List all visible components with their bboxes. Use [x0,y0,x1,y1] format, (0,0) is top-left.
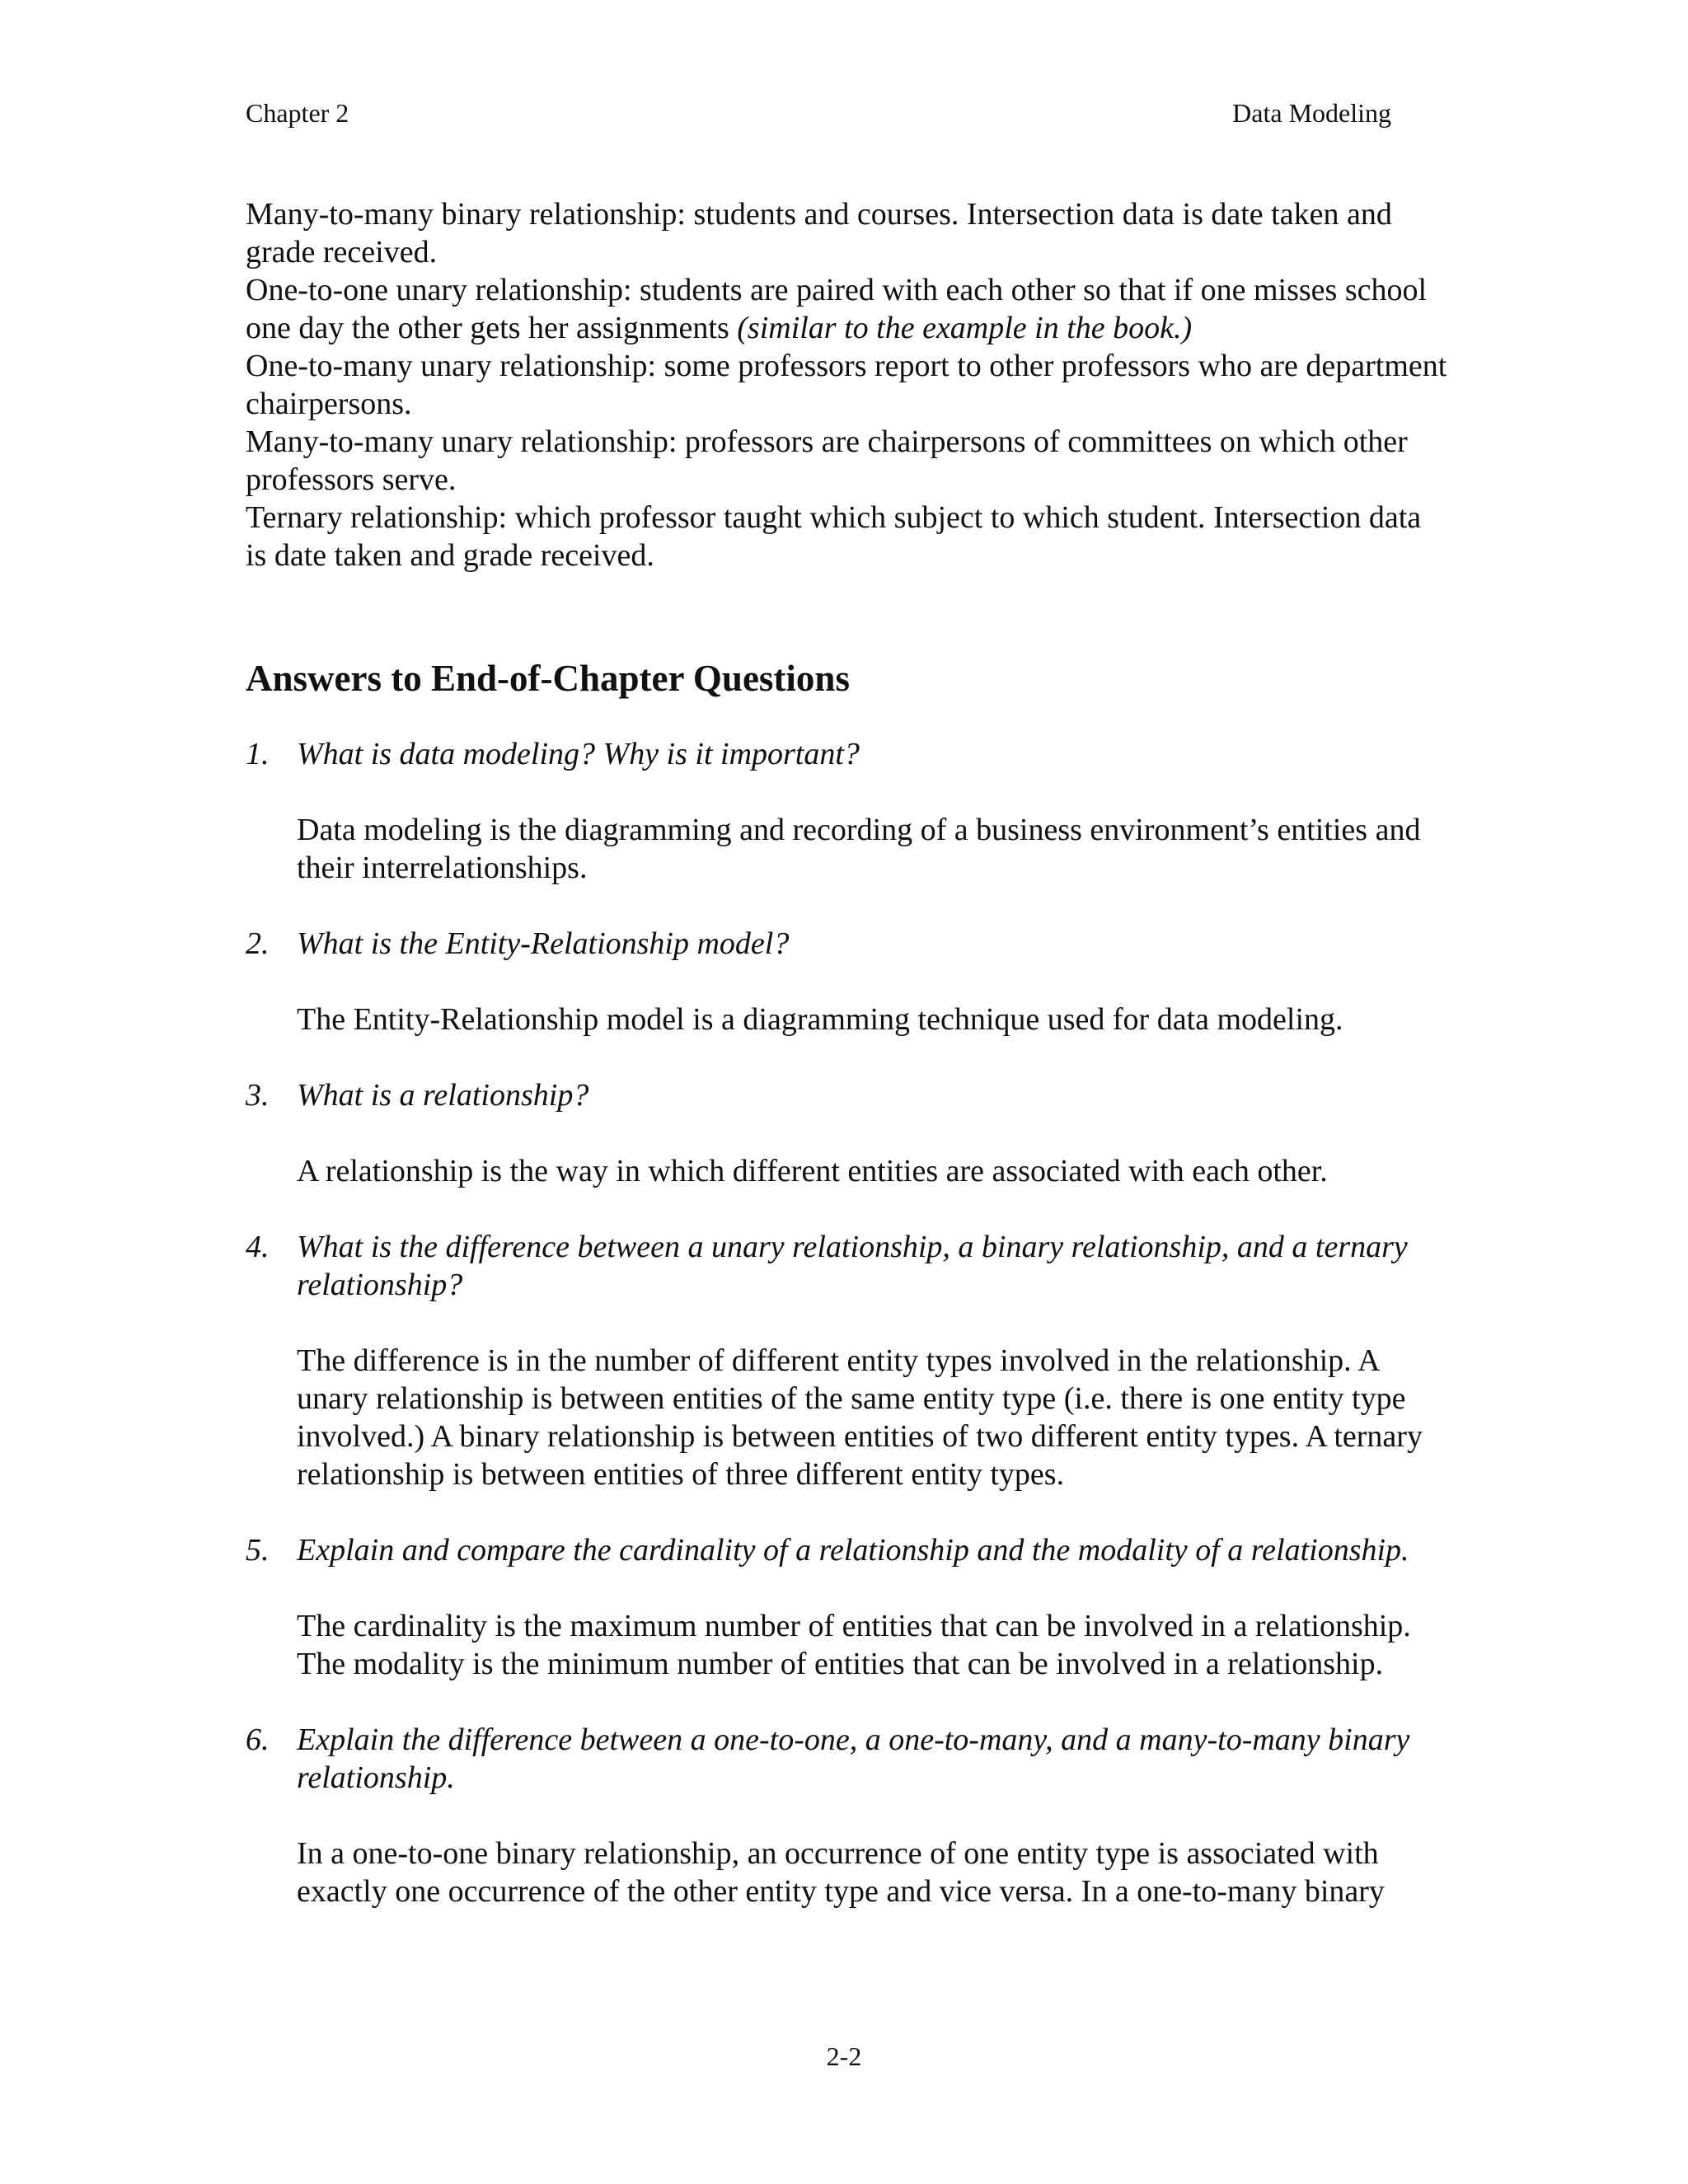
question-number: 1. [246,737,270,771]
question-item [246,1531,1449,1683]
intro-line: One-to-many unary relationship: some professors report to other professors who are department chairpersons. [246,349,1447,421]
section-heading: Answers to End-of-Chapter Questions [246,658,850,699]
question-number: 3. [246,1078,270,1113]
intro-line: Ternary relationship: which professor taught which subject to which student. Intersection data is date taken and grade received. [246,500,1422,573]
question-text: Explain the difference between a one-to-one, a one-to-many, and a many-to-many binary relationship. [297,1722,1410,1795]
question-text: What is the difference between a unary relationship, a binary relationship, and a ternary relationship? [297,1230,1408,1302]
question-item [246,735,1449,887]
answer-text: Data modeling is the diagramming and recording of a business environment’s entities and their interrelationships. [297,813,1421,885]
chapter-label: Chapter 2 [246,98,349,128]
intro-paragraphs [246,195,1449,574]
question-item [246,1721,1449,1910]
question-item [246,925,1449,1038]
answer-text: The cardinality is the maximum number of entities that can be involved in a relationship. The modality is the minimum number of entities that can be involved in a relationship. [297,1609,1411,1681]
page-number: 2-2 [826,2041,862,2071]
question-number: 2. [246,926,270,961]
answer-text: The Entity-Relationship model is a diagramming technique used for data modeling. [297,1002,1343,1037]
question-text: Explain and compare the cardinality of a relationship and the modality of a relationship. [297,1533,1409,1568]
question-number: 5. [246,1533,270,1568]
question-item [246,1076,1449,1190]
question-list [246,735,1449,1948]
question-text: What is a relationship? [297,1078,589,1113]
question-text: What is data modeling? Why is it important? [297,737,860,771]
intro-line: Many-to-many unary relationship: professors are chairpersons of committees on which other professors serve. [246,424,1408,497]
running-header [246,96,1391,129]
question-number: 6. [246,1722,270,1757]
answer-text: A relationship is the way in which different entities are associated with each other. [297,1154,1328,1188]
chapter-topic: Data Modeling [1232,98,1391,128]
intro-line: Many-to-many binary relationship: students and courses. Intersection data is date taken and grade received. [246,197,1392,269]
question-number: 4. [246,1230,270,1264]
answer-text: In a one-to-one binary relationship, an occurrence of one entity type is associated with exactly one occurrence of the other entity type and vice versa. In a one-to-many binary [297,1836,1385,1909]
answer-text: The difference is in the number of different entity types involved in the relationship. A unary relationship is between entities of the same entity type (i.e. there is one entity type involved.) A binary relationship is between entities of two different entity types. A ternary relationship is between entities of three different entity types. [297,1343,1423,1492]
question-text: What is the Entity-Relationship model? [297,926,790,961]
intro-line: One-to-one unary relationship: students are paired with each other so that if one misses school one day the other gets her assignments (similar to the example in the book.) [246,273,1428,345]
question-item [246,1228,1449,1493]
